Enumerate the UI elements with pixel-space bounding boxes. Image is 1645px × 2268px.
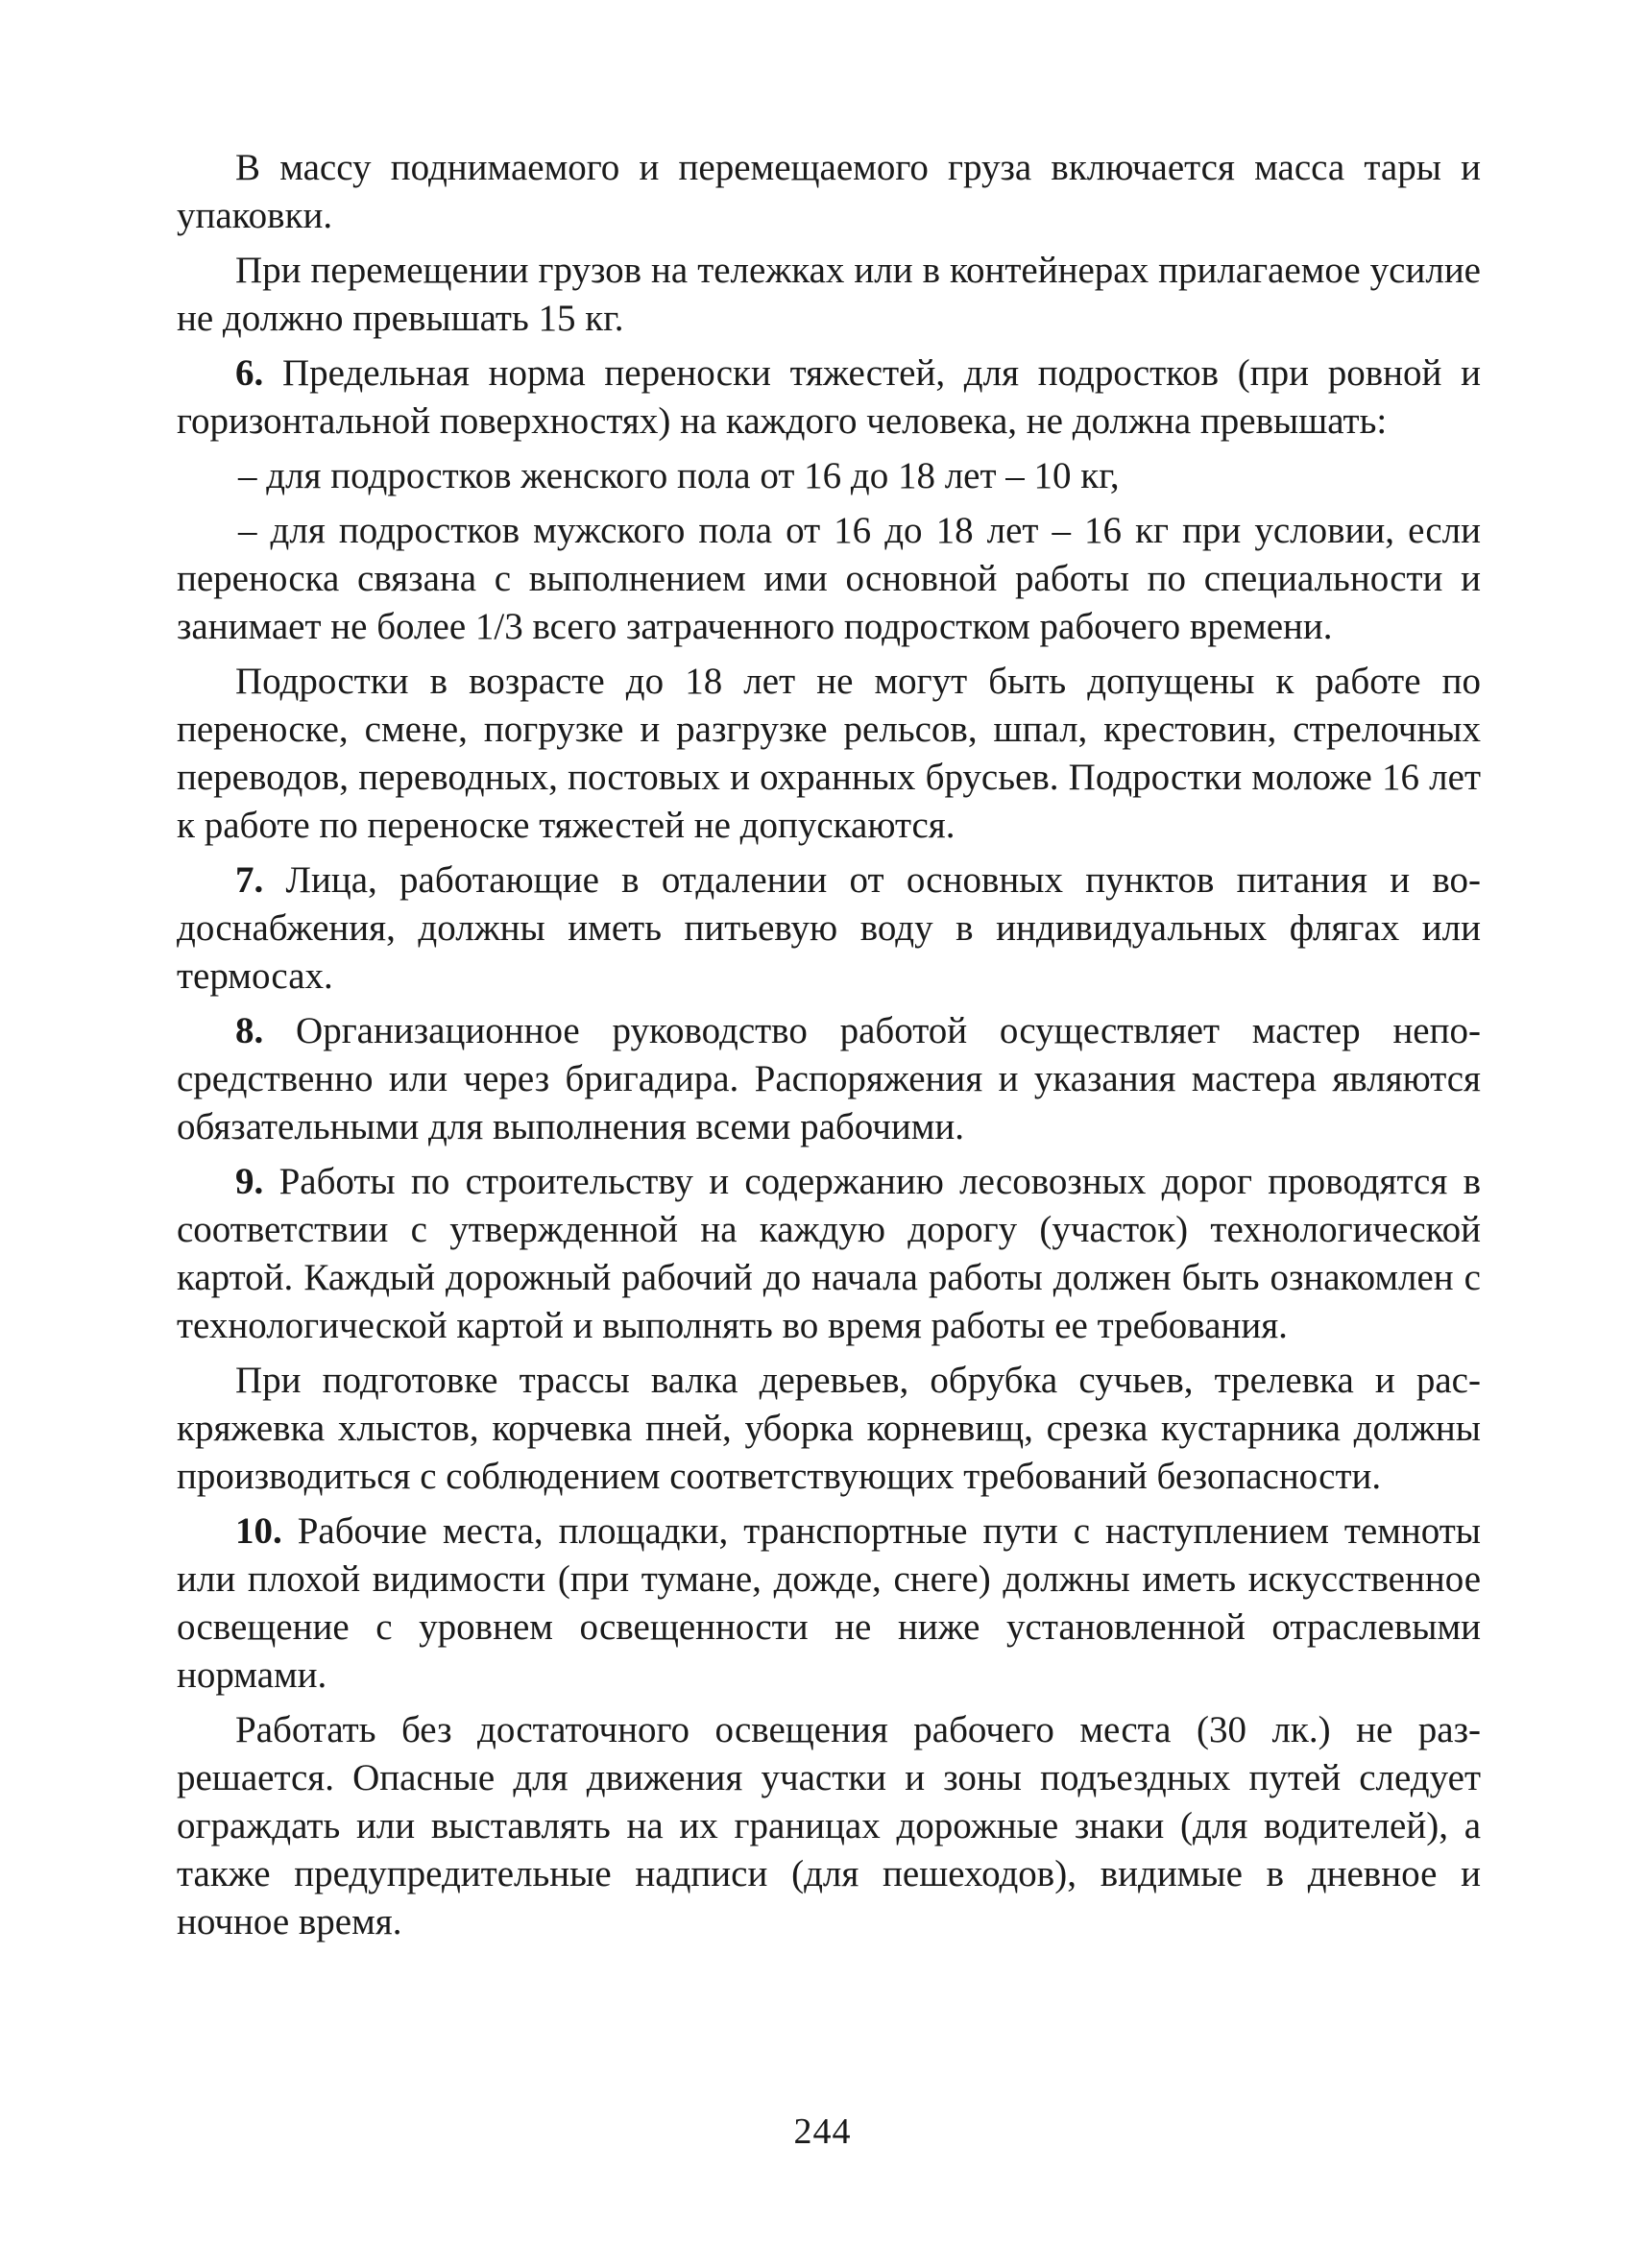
paragraph-9-text: Работы по строительству и содержанию лесовозных дорог проводятся в соответствии с утвержденной на каждую дорогу (участок) технологической картой. Каждый дорожный рабочий до начала работы должен быть ознакомлен с технологической картой и выполнять во время работы ее требования. — [177, 1161, 1481, 1346]
paragraph-1 — [177, 144, 1481, 240]
paragraph-8 — [177, 1007, 1481, 1151]
paragraph-11-text: Рабочие места, площадки, транспортные пути с наступлением темноты или плохой видимости (при тумане, дожде, снеге) должны иметь искусственное освещение с уровнем освещенности не ниже установленной отраслевыми нормами. — [177, 1510, 1481, 1696]
paragraph-12 — [177, 1706, 1481, 1946]
item-number-10: 10. — [235, 1510, 282, 1552]
paragraph-2-text: При перемещении грузов на тележках или в контейнерах прилагаемое усилие не должно превышать 15 кг. — [177, 250, 1481, 339]
item-number-7: 7. — [235, 859, 264, 901]
paragraph-6-text: Подростки в возрасте до 18 лет не могут быть допущены к работе по переноске, смене, погрузке и разгрузке рельсов, шпал, крестовин, стрелочных переводов, переводных, постовых и охранных брусьев. Подростки моложе 16 лет к работе по переноске тяжестей не допускаются. — [177, 661, 1481, 846]
paragraph-6 — [177, 658, 1481, 850]
item-number-8: 8. — [235, 1010, 264, 1051]
item-number-6: 6. — [235, 352, 264, 394]
paragraph-3 — [177, 350, 1481, 446]
paragraph-4-text: – для подростков женского пола от 16 до 18 лет – 10 кг, — [238, 455, 1120, 496]
item-number-9: 9. — [235, 1161, 264, 1202]
page-number: 244 — [793, 2111, 852, 2152]
paragraph-7-text: Лица, работающие в отдалении от основных пунктов питания и водоснабжения, должны иметь питьевую воду в индивидуальных флягах или термосах. — [177, 859, 1481, 997]
paragraph-11 — [177, 1508, 1481, 1700]
paragraph-12-text: Работать без достаточного освещения рабочего места (30 лк.) не разрешается. Опасные для движения участки и зоны подъездных путей следует ограждать или выставлять на их границах дорожные знаки (для водителей), а также предупредительные надписи (для пешеходов), видимые в дневное и ночное время. — [177, 1709, 1481, 1942]
paragraph-9 — [177, 1158, 1481, 1350]
paragraph-5-text: – для подростков мужского пола от 16 до 18 лет – 16 кг при условии, если переноска связана с выполнением ими основной работы по специальности и занимает не более 1/3 всего затраченного подростком рабочего времени. — [177, 510, 1481, 647]
paragraph-1-text: В массу поднимаемого и перемещаемого груза включается масса тары и упаковки. — [177, 147, 1481, 236]
paragraph-4 — [177, 452, 1481, 500]
body-text — [177, 144, 1481, 1946]
paragraph-10-text: При подготовке трассы валка деревьев, обрубка сучьев, трелевка и раскряжевка хлыстов, корчевка пней, уборка корневищ, срезка кустарника должны производиться с соблюдением соответствующих требований безопасности. — [177, 1360, 1481, 1497]
paragraph-8-text: Организационное руководство работой осуществляет мастер непосредственно или через бригадира. Распоряжения и указания мастера являются обязательными для выполнения всеми рабочими. — [177, 1010, 1481, 1147]
paragraph-5 — [177, 507, 1481, 651]
paragraph-7 — [177, 857, 1481, 1001]
paragraph-10 — [177, 1357, 1481, 1501]
paragraph-3-text: Предельная норма переноски тяжестей, для подростков (при ровной и горизонтальной поверхностях) на каждого человека, не должна превышать: — [177, 352, 1481, 442]
paragraph-2 — [177, 247, 1481, 343]
